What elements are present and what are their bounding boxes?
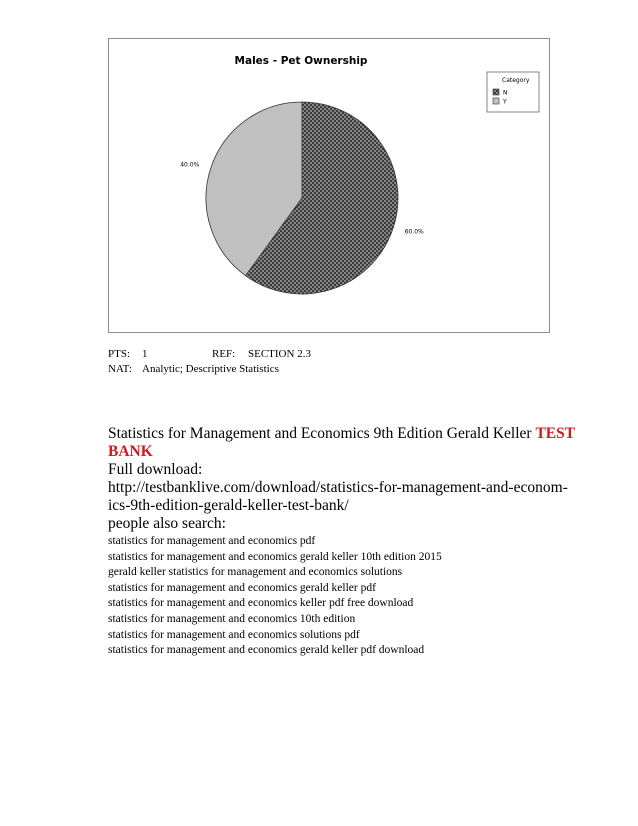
people-also-search-label: people also search:: [108, 515, 226, 532]
related-search-item: gerald keller statistics for management and economics solutions: [108, 566, 403, 579]
related-search-item: statistics for management and economics gerald keller 10th edition 2015: [108, 550, 442, 563]
chart-legend: [487, 72, 539, 112]
related-search-item: statistics for management and economics 10th edition: [108, 612, 356, 625]
nat-value: Analytic; Descriptive Statistics: [142, 363, 279, 375]
download-url-line-2[interactable]: ics-9th-edition-gerald-keller-test-bank/: [108, 497, 349, 514]
pie-slice-label-y: 40.0%: [180, 161, 200, 169]
legend-swatch-n: [493, 89, 499, 95]
ref-value: SECTION 2.3: [248, 348, 311, 360]
question-meta-line-2: [108, 363, 279, 376]
related-search-item: statistics for management and economics gerald keller pdf: [108, 581, 376, 594]
nat-label: NAT:: [108, 363, 132, 375]
pie-slice-label-n: 60.0%: [404, 228, 424, 236]
ad-title: [108, 425, 588, 443]
ref-label: REF:: [212, 348, 236, 360]
legend-title: Category: [502, 77, 530, 84]
related-search-item: statistics for management and economics gerald keller pdf download: [108, 644, 425, 657]
pts-label: PTS:: [108, 348, 131, 360]
legend-swatch-y: [493, 98, 499, 104]
chart-title: Males - Pet Ownership: [234, 55, 368, 67]
download-advert: [108, 425, 588, 659]
related-search-item: statistics for management and economics solutions pdf: [108, 628, 360, 641]
legend-entry-n: N: [503, 89, 508, 97]
question-meta-line-1: [108, 348, 311, 361]
related-search-item: statistics for management and economics pdf: [108, 535, 316, 547]
ad-title-text: Statistics for Management and Economics 9th Edition Gerald Keller: [108, 425, 536, 442]
ad-title-emphasis-test: TEST: [535, 425, 576, 442]
related-search-list: [108, 534, 588, 659]
pts-value: 1: [142, 348, 148, 360]
pie-chart: [109, 39, 551, 334]
pie-slices: [206, 102, 398, 294]
legend-entry-y: Y: [503, 98, 507, 106]
related-search-item: statistics for management and economics keller pdf free download: [108, 597, 414, 610]
ad-title-emphasis-bank: BANK: [108, 443, 153, 460]
download-url-line-1[interactable]: http://testbanklive.com/download/statistics-for-management-and-econom-: [108, 479, 568, 496]
download-label: Full download:: [108, 461, 203, 478]
pie-chart-frame: [108, 38, 550, 333]
